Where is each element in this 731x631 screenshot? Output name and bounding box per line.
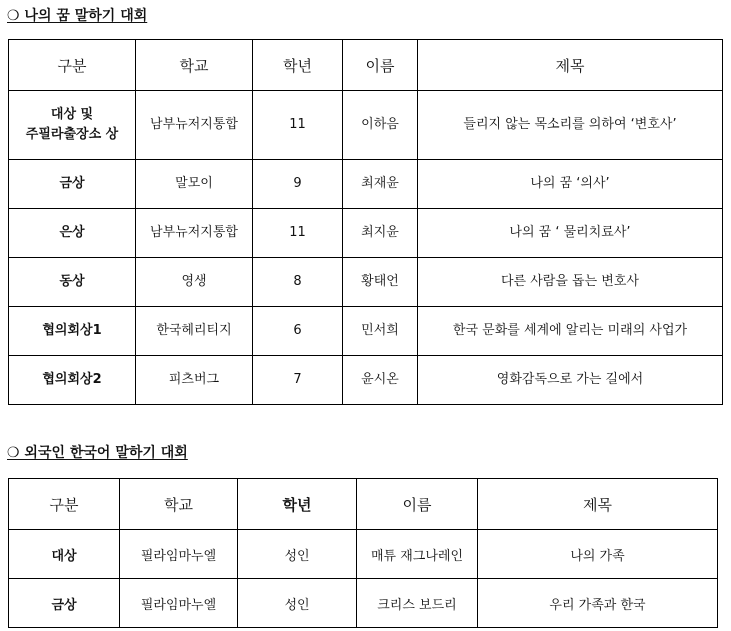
table-row — [9, 307, 723, 356]
award-cell: 대상 — [9, 530, 120, 579]
grade-cell: 11 — [253, 209, 343, 258]
subject-cell: 나의 가족 — [478, 530, 718, 579]
subject-cell: 나의 꿈 ‘의사’ — [418, 160, 723, 209]
table-row — [9, 530, 718, 579]
table-row — [9, 579, 718, 628]
table-row — [9, 91, 723, 160]
name-cell: 최지윤 — [343, 209, 418, 258]
grade-cell: 성인 — [238, 530, 357, 579]
subject-cell: 들리지 않는 목소리를 의하여 ‘변호사’ — [418, 91, 723, 160]
school-cell: 남부뉴저지통합 — [136, 91, 253, 160]
header-subject: 제목 — [418, 40, 723, 91]
grade-cell: 8 — [253, 258, 343, 307]
school-cell: 필라임마누엘 — [120, 530, 238, 579]
award-cell: 동상 — [9, 258, 136, 307]
header-category: 구분 — [9, 40, 136, 91]
subject-cell: 영화감독으로 가는 길에서 — [418, 356, 723, 405]
award-cell: 금상 — [9, 160, 136, 209]
name-cell: 최재윤 — [343, 160, 418, 209]
grade-cell: 9 — [253, 160, 343, 209]
school-cell: 영생 — [136, 258, 253, 307]
school-cell: 피츠버그 — [136, 356, 253, 405]
name-cell: 이하음 — [343, 91, 418, 160]
table-row — [9, 356, 723, 405]
subject-cell: 한국 문화를 세계에 알리는 미래의 사업가 — [418, 307, 723, 356]
subject-cell: 우리 가족과 한국 — [478, 579, 718, 628]
header-name: 이름 — [357, 479, 478, 530]
table-header-row — [9, 40, 723, 91]
name-cell: 매튜 재그나레인 — [357, 530, 478, 579]
grade-cell: 11 — [253, 91, 343, 160]
header-school: 학교 — [120, 479, 238, 530]
header-school: 학교 — [136, 40, 253, 91]
table-row — [9, 160, 723, 209]
school-cell: 남부뉴저지통합 — [136, 209, 253, 258]
name-cell: 황태언 — [343, 258, 418, 307]
name-cell: 민서희 — [343, 307, 418, 356]
subject-cell: 다른 사람을 돕는 변호사 — [418, 258, 723, 307]
header-grade: 학년 — [238, 479, 357, 530]
header-name: 이름 — [343, 40, 418, 91]
table-row — [9, 258, 723, 307]
subject-cell: 나의 꿈 ‘ 물리치료사’ — [418, 209, 723, 258]
my-dream-results-table — [8, 39, 723, 405]
table-row — [9, 209, 723, 258]
name-cell: 크리스 보드리 — [357, 579, 478, 628]
foreigner-korean-results-table — [8, 478, 718, 628]
section-title-foreigner-korean: ❍ 외국인 한국어 말하기 대회 — [7, 445, 188, 461]
school-cell: 필라임마누엘 — [120, 579, 238, 628]
school-cell: 말모이 — [136, 160, 253, 209]
school-cell: 한국헤리티지 — [136, 307, 253, 356]
award-cell: 협의회상2 — [9, 356, 136, 405]
award-cell: 대상 및 주필라출장소 상 — [9, 91, 136, 160]
header-subject: 제목 — [478, 479, 718, 530]
grade-cell: 성인 — [238, 579, 357, 628]
award-cell: 협의회상1 — [9, 307, 136, 356]
grade-cell: 7 — [253, 356, 343, 405]
table-header-row — [9, 479, 718, 530]
section-title-my-dream: ❍ 나의 꿈 말하기 대회 — [7, 8, 148, 24]
award-cell: 금상 — [9, 579, 120, 628]
name-cell: 윤시온 — [343, 356, 418, 405]
header-category: 구분 — [9, 479, 120, 530]
grade-cell: 6 — [253, 307, 343, 356]
award-cell: 은상 — [9, 209, 136, 258]
header-grade: 학년 — [253, 40, 343, 91]
